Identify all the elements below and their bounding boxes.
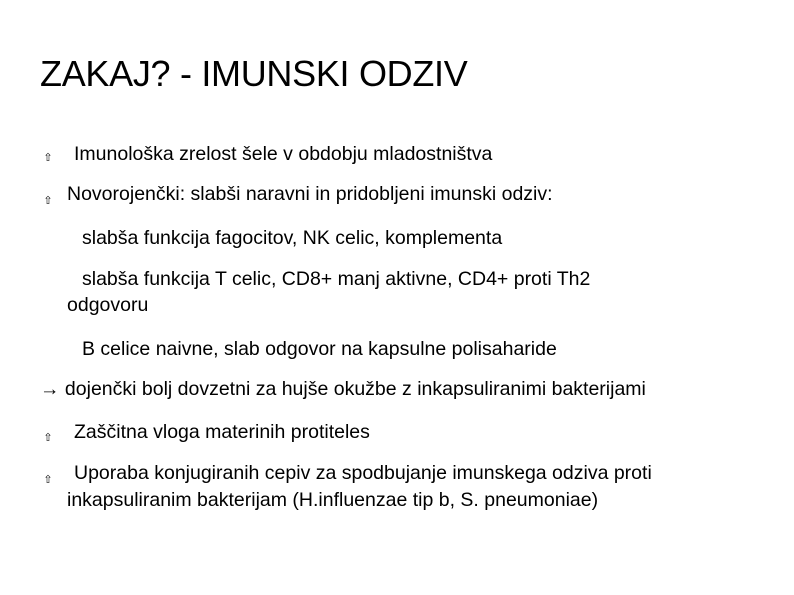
bullet-icon: ⇧ xyxy=(43,195,53,207)
sub-line-2-cont: odgovoru xyxy=(67,294,149,316)
bullet-line-2: Novorojenčki: slabši naravni in pridobljeni imunski odziv: xyxy=(67,183,553,205)
sub-line-1: slabša funkcija fagocitov, NK celic, komplementa xyxy=(82,227,503,249)
slide-title: ZAKAJ? - IMUNSKI ODZIV xyxy=(40,53,468,94)
bullet-line-1: Imunološka zrelost šele v obdobju mladostništva xyxy=(74,143,493,165)
bullet-icon: ⇧ xyxy=(43,152,53,164)
sub-line-2: slabša funkcija T celic, CD8+ manj aktivne, CD4+ proti Th2 xyxy=(82,268,591,290)
bullet-line-3: Zaščitna vloga materinih protiteles xyxy=(74,421,370,443)
sub-line-3: B celice naivne, slab odgovor na kapsulne polisaharide xyxy=(82,338,557,360)
bullet-icon: ⇧ xyxy=(43,474,53,486)
bullet-line-4: Uporaba konjugiranih cepiv za spodbujanje imunskega odziva proti xyxy=(74,462,652,484)
bullet-icon: ⇧ xyxy=(43,432,53,444)
bullet-line-4-cont: inkapsuliranim bakterijam (H.influenzae tip b, S. pneumoniae) xyxy=(67,489,599,511)
arrow-line: → dojenčki bolj dovzetni za hujše okužbe z inkapsuliranimi bakterijami xyxy=(40,378,646,400)
